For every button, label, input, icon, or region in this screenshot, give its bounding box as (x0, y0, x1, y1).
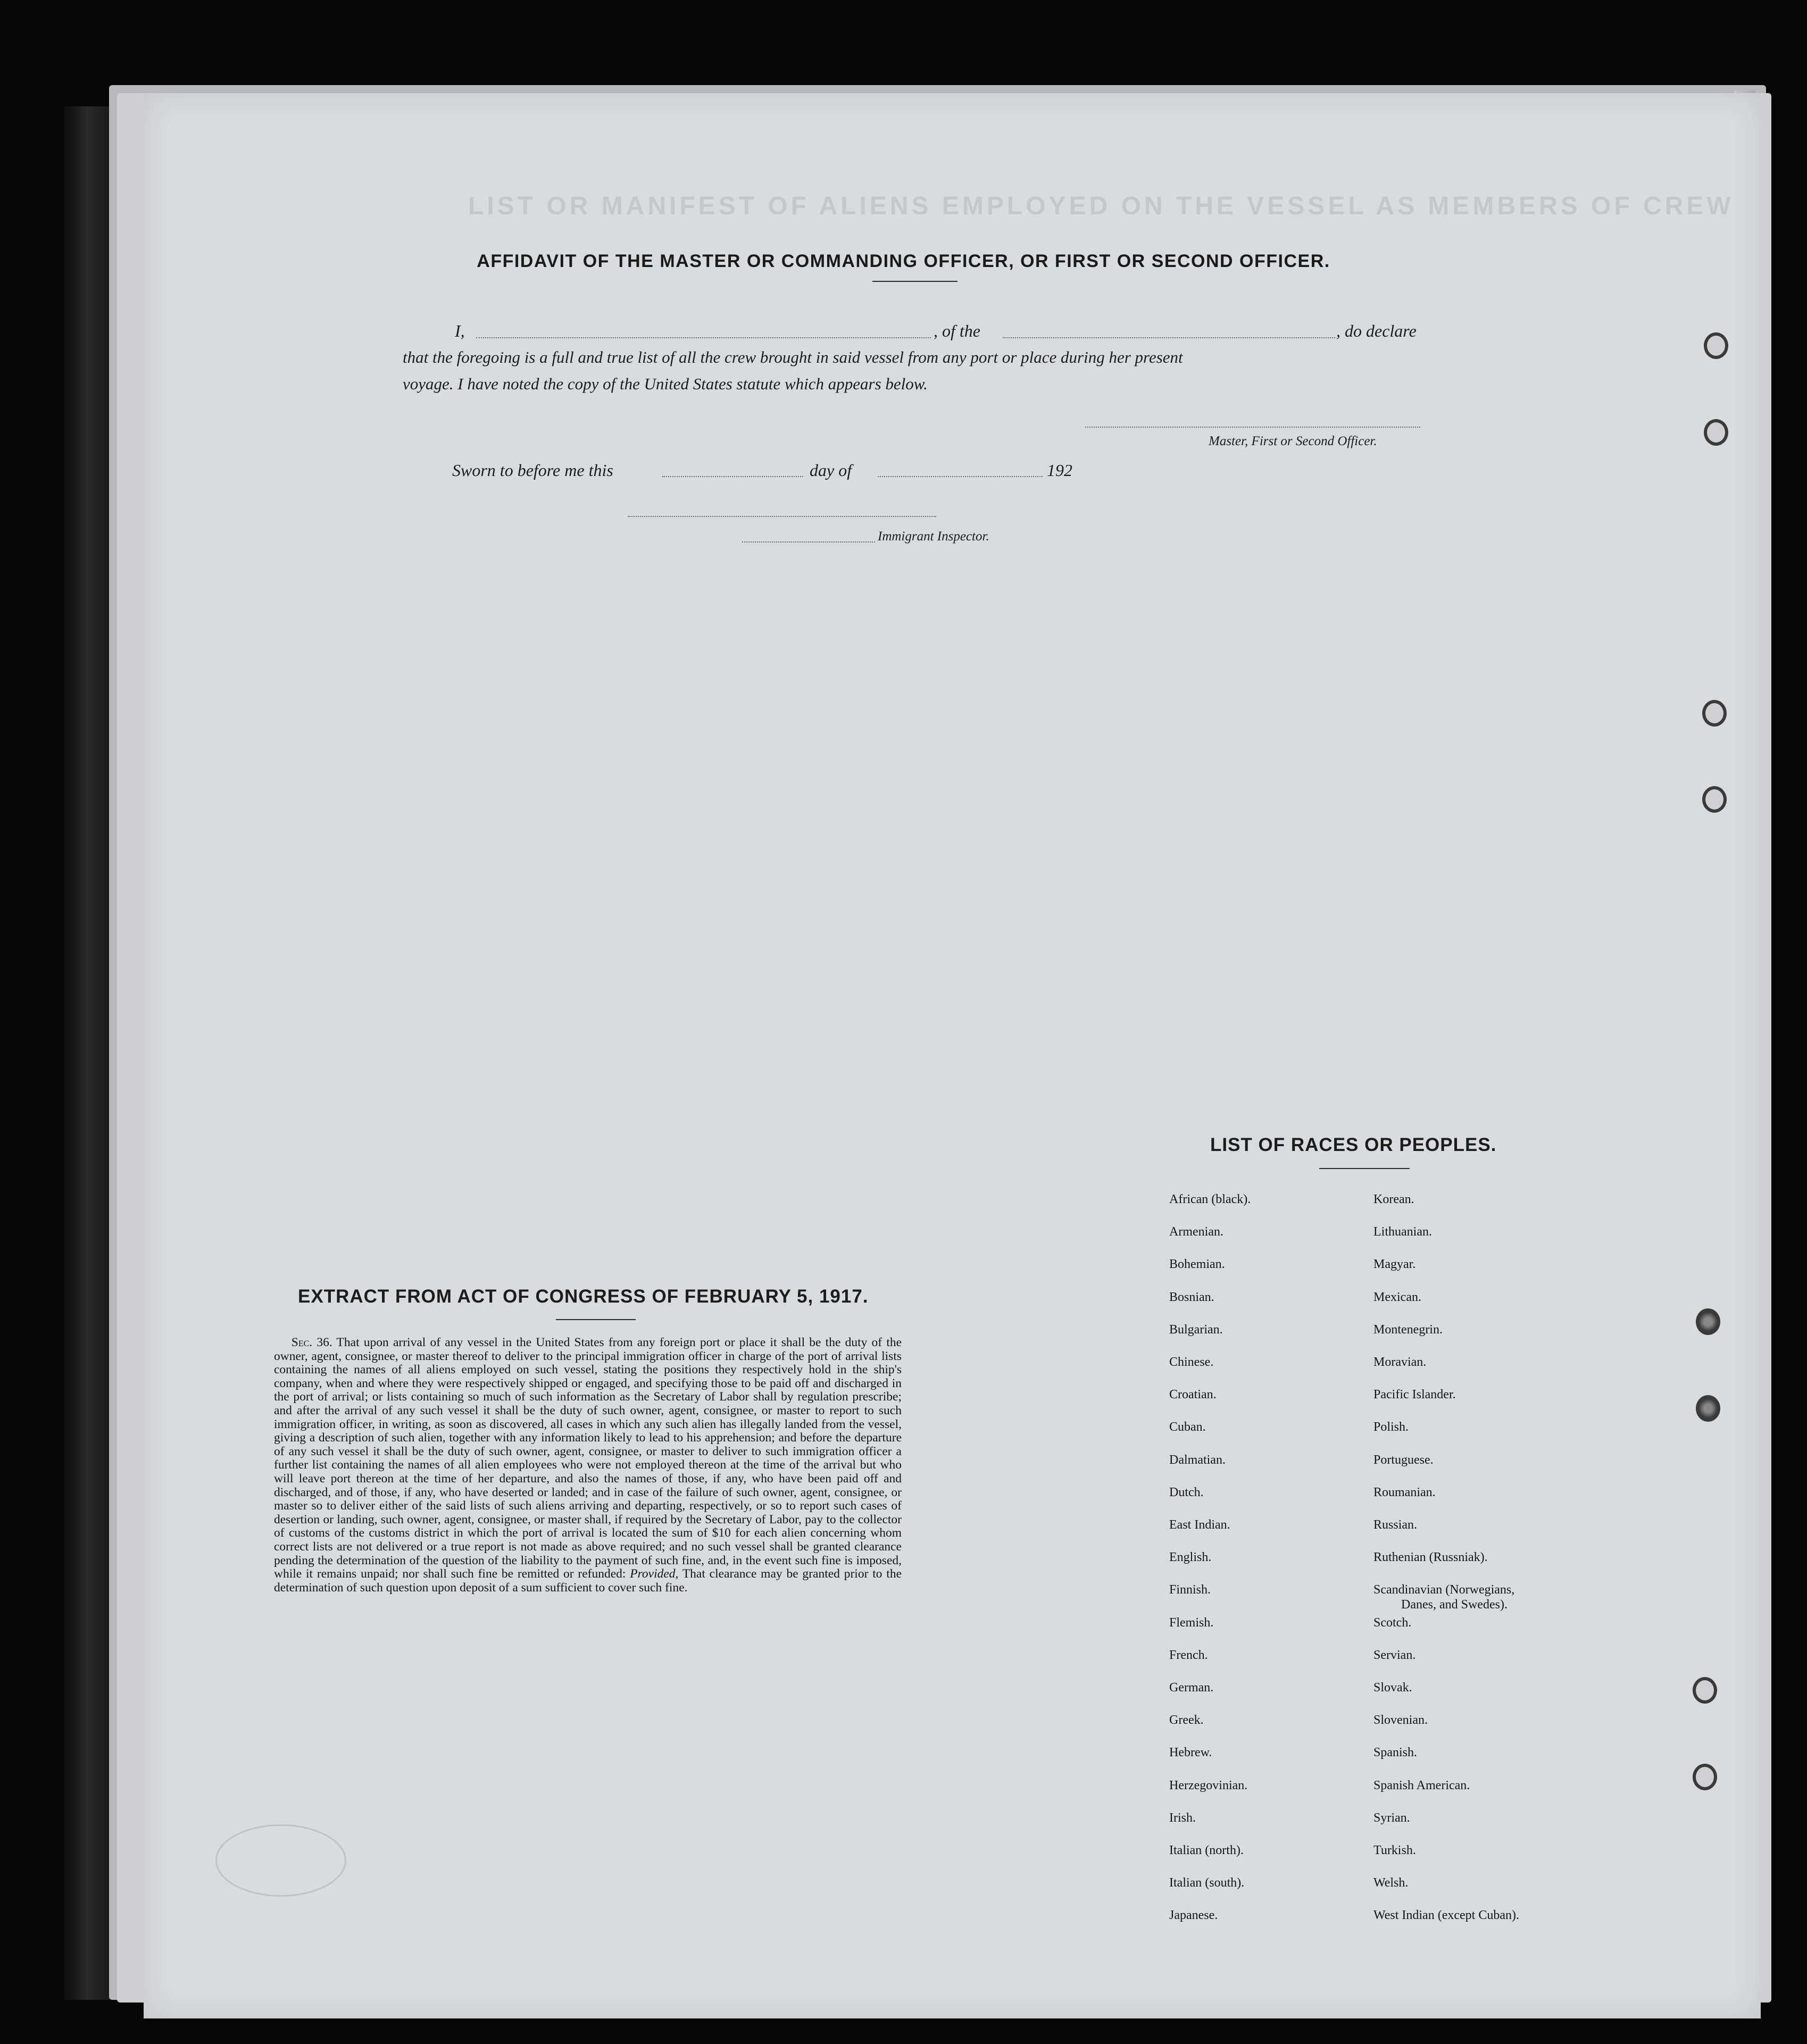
name-blank-line[interactable] (476, 337, 931, 338)
race-item: Pacific Islander. (1373, 1388, 1456, 1402)
race-item: Magyar. (1373, 1257, 1416, 1272)
document-page (144, 93, 1761, 2018)
punch-hole (1704, 332, 1728, 359)
race-item: Moravian. (1373, 1355, 1427, 1369)
vessel-blank-line[interactable] (1003, 337, 1335, 338)
race-item: Spanish American. (1373, 1778, 1470, 1792)
race-item: Mexican. (1373, 1290, 1421, 1304)
race-item: Montenegrin. (1373, 1322, 1443, 1337)
race-item: Italian (north). (1169, 1843, 1244, 1857)
punch-hole (1704, 419, 1728, 446)
race-item: Turkish. (1373, 1843, 1416, 1857)
race-item: Bosnian. (1169, 1290, 1214, 1304)
race-item: Finnish. (1169, 1583, 1211, 1597)
punch-hole (1693, 1677, 1717, 1704)
race-item: German. (1169, 1681, 1214, 1695)
race-item: Lithuanian. (1373, 1225, 1432, 1239)
race-item: Flemish. (1169, 1615, 1214, 1630)
punch-hole (1693, 1764, 1717, 1790)
race-item: Roumanian. (1373, 1485, 1436, 1499)
of-the-label: , of the (934, 321, 980, 340)
race-item: Spanish. (1373, 1746, 1418, 1760)
race-item: Italian (south). (1169, 1876, 1245, 1890)
race-item: Slovenian. (1373, 1713, 1428, 1728)
extract-title-rule (556, 1319, 636, 1320)
race-item: Korean. (1373, 1192, 1414, 1206)
race-item: Bulgarian. (1169, 1322, 1223, 1337)
master-signature-label: Master, First or Second Officer. (1209, 434, 1377, 448)
race-item: African (black). (1169, 1192, 1251, 1206)
bleed-through-header: LIST OR MANIFEST OF ALIENS EMPLOYED ON THE VESSEL AS MEMBERS OF CREW (468, 192, 1734, 220)
day-blank-line[interactable] (662, 476, 803, 477)
extract-body (274, 1336, 902, 1595)
race-item: Slovak. (1373, 1681, 1412, 1695)
affidavit-line-1: that the foregoing is a full and true list of all the crew brought in said vessel from any port or place during her present (403, 348, 1183, 366)
section-number: Sec. 36. (291, 1336, 332, 1349)
race-item: Scandinavian (Norwegians, (1373, 1583, 1515, 1597)
do-declare-label: , do declare (1336, 321, 1417, 340)
race-item: Bohemian. (1169, 1257, 1225, 1272)
race-item: Armenian. (1169, 1225, 1223, 1239)
title-rule (872, 281, 957, 282)
race-item: Ruthenian (Russniak). (1373, 1550, 1488, 1565)
year-prefix: 192 (1047, 461, 1072, 480)
race-item: West Indian (except Cuban). (1373, 1908, 1519, 1923)
race-item: Welsh. (1373, 1876, 1409, 1890)
race-item: French. (1169, 1648, 1208, 1662)
punch-hole (1696, 1395, 1720, 1422)
race-item: Japanese. (1169, 1908, 1218, 1923)
race-item: Greek. (1169, 1713, 1204, 1728)
extract-text: That upon arrival of any vessel in the United States from any foreign port or place it shall be the duty of the owner, agent, consignee, or master thereof to deliver to the principal immigration officer in charge of the port of arrival lists containing the names of all aliens employed on such vessel, stating the positions they respectively hold in the ship's company, when and where they were respectively shipped or engaged, and specifying those to be paid off and discharged in the port of arrival; or lists containing so much of such information as the Secretary of Labor shall by regulation prescribe; and after the arrival of any such vessel it shall be the duty of such owner, agent, consignee, or master to report to such immigration officer, in writing, as soon as discovered, all cases in which any such alien has illegally landed from the vessel, giving a description of such alien, together with any information likely to lead to his apprehension; and before the departure of any such vessel it shall be the duty of such owner, agent, consignee, or master to deliver to such immigration officer a further list containing the names of all alien employees who were not employed thereon at the time of the arrival but who will leave port thereon at the time of her departure, and also the names of those, if any, who have been paid off and discharged, and of those, if any, who have deserted or landed; and in case of the failure of such owner, agent, consignee, or master so to deliver either of the said lists of such aliens arriving and departing, respectively, or so to report such cases of desertion or landing, such owner, agent, consignee, or master shall, if required by the Secretary of Labor, pay to the collector of customs of the customs district in which the port of arrival is located the sum of $10 for each alien concerning whom correct lists are not delivered or a true report is not made as above required; and no such vessel shall be granted clearance pending the determination of the question of the liability to the payment of such fine, and, in the event such fine is imposed, while it remains unpaid; nor shall such fine be remitted or refunded: (274, 1336, 902, 1581)
race-item: Croatian. (1169, 1388, 1217, 1402)
race-item: Scotch. (1373, 1615, 1412, 1630)
races-title-rule (1319, 1168, 1410, 1169)
race-item: East Indian. (1169, 1518, 1230, 1532)
race-item: Irish. (1169, 1811, 1196, 1825)
race-item: Syrian. (1373, 1811, 1410, 1825)
race-item: English. (1169, 1550, 1212, 1565)
master-signature-line[interactable] (1085, 427, 1420, 428)
punch-hole (1702, 786, 1727, 813)
race-item: Cuban. (1169, 1420, 1206, 1434)
race-item: Dutch. (1169, 1485, 1204, 1499)
month-blank-line[interactable] (878, 476, 1043, 477)
i-label: I, (455, 321, 465, 340)
race-item: Danes, and Swedes). (1401, 1598, 1508, 1612)
race-item: Dalmatian. (1169, 1453, 1226, 1467)
day-of-label: day of (810, 461, 852, 480)
affidavit-line-2: voyage. I have noted the copy of the United States statute which appears below. (403, 374, 928, 393)
race-item: Chinese. (1169, 1355, 1214, 1369)
race-item: Russian. (1373, 1518, 1418, 1532)
races-title: LIST OF RACES OR PEOPLES. (1210, 1134, 1497, 1155)
punch-hole (1702, 700, 1727, 727)
race-item: Hebrew. (1169, 1746, 1212, 1760)
race-item: Servian. (1373, 1648, 1416, 1662)
punch-hole (1696, 1308, 1720, 1335)
inspector-label: Immigrant Inspector. (878, 529, 989, 544)
affidavit-title: AFFIDAVIT OF THE MASTER OR COMMANDING OFFICER, OR FIRST OR SECOND OFFICER. (477, 251, 1330, 271)
provided-word: Provided, (630, 1567, 679, 1581)
extract-tail: That clearance may be granted prior to the determination of such question upon deposit of a sum sufficient to cover such fine. (274, 1567, 902, 1595)
race-item: Herzegovinian. (1169, 1778, 1248, 1792)
sworn-label: Sworn to before me this (452, 461, 613, 480)
race-item: Portuguese. (1373, 1453, 1434, 1467)
inspector-signature-line[interactable] (628, 516, 936, 517)
extract-title: EXTRACT FROM ACT OF CONGRESS OF FEBRUARY 5, 1917. (298, 1286, 869, 1307)
race-item: Polish. (1373, 1420, 1409, 1434)
faded-stamp (215, 1824, 346, 1897)
inspector-dots (742, 541, 875, 543)
